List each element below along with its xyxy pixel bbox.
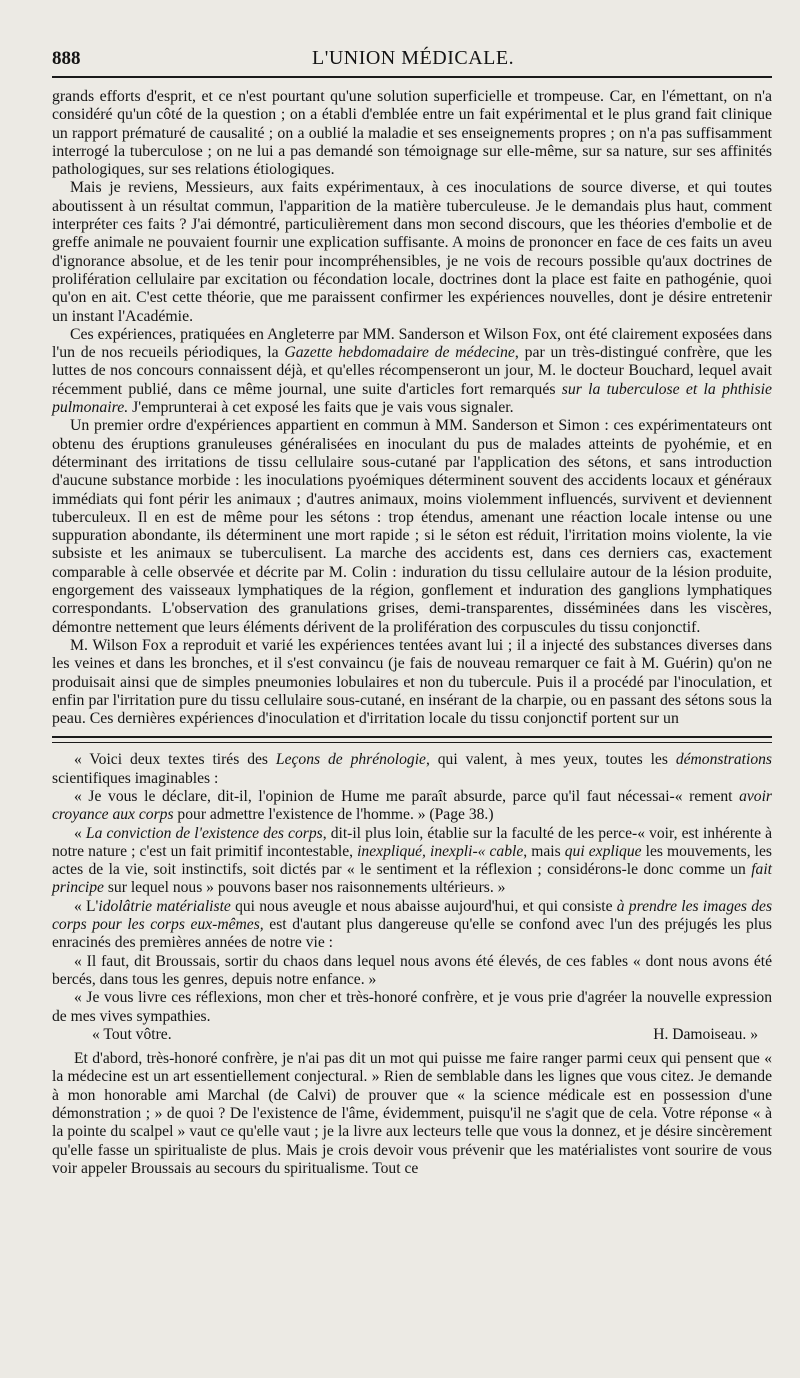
italic-text: idolâtrie matérialiste	[98, 897, 231, 915]
text-run: « Voici deux textes tirés des	[74, 751, 276, 769]
footnote-section	[52, 751, 772, 1178]
paragraph-3	[52, 326, 772, 417]
footnote-divider	[52, 736, 772, 743]
paragraph-1: grands efforts d'esprit, et ce n'est pourtant qu'une solution superficielle et trompeuse. Car, en l'émettant, on n'a considéré qu'un côté de la question ; on a établi d'emblée entre un fait expérimental et le plus grand fait clinique un rapport prématuré de causalité ; on a oublié la maladie et ses enseignements propres ; on n'a pas suffisamment interrogé la tuberculose ; on ne lui a pas demandé son témoignage sur elle-même, sur sa nature, sur ses affinités pathologiques, sur ses relations étiologiques.	[52, 88, 772, 179]
text-run: , par un très-distingué confrère, que les luttes de nos concours connaissent déjà, et qu'elles récompenseront un jour, M. le docteur Bouchard, lequel avait récemment publié, dans ce même journal, une suite d'articles fort remarqués	[52, 344, 772, 398]
paragraph-5: M. Wilson Fox a reproduit et varié les expériences tentées avant lui ; il a injecté des substances diverses dans les veines et dans les bronches, et il s'est convaincu (je fais de nouveau remarquer ce fait à M. Guérin) qu'on ne produisait ainsi que de simples pneumonies lobulaires et non du tubercule. Puis il a procédé par l'inoculation, et enfin par l'irritation pure du tissu cellulaire sous-cutané, en insérant de la charpie, ou en passant des sétons sous la peau. Ces dernières expériences d'inoculation et d'irritation locale du tissu conjonctif portent sur un	[52, 636, 772, 728]
italic-text: La conviction de l'existence des corps	[85, 824, 323, 842]
italic-text: qui explique	[564, 842, 642, 860]
italic-title: Gazette hebdomadaire de médecine	[284, 344, 515, 362]
footnote-paragraph-4	[52, 898, 772, 953]
italic-text: démonstrations	[675, 751, 772, 769]
footnote-paragraph-6: « Je vous livre ces réflexions, mon cher et très-honoré confrère, et je vous prie d'agréer la nouvelle expression de mes vives sympathies.	[52, 989, 772, 1025]
italic-title: sur la tuberculose et la phthisie pulmonaire.	[52, 380, 772, 417]
italic-text: fait principe	[52, 861, 772, 897]
closing-salutation: « Tout vôtre.	[92, 1025, 172, 1043]
text-run: sur lequel nous » pouvons baser nos raisonnements ultérieurs. »	[103, 879, 506, 897]
paragraph-2: Mais je reviens, Messieurs, aux faits expérimentaux, à ces inoculations de source diverse, et qui toutes aboutissent à un résultat commun, l'apparition de la matière tuberculeuse. Je le demandais plus haut, comment interpréter ces faits ? J'ai démontré, particulièrement dans mon second discours, que les théories d'embolie et de greffe animale ne pouvaient fournir une explication suffisante. A moins de prononcer en face de ces faits un aveu d'ignorance absolue, et de les tenir pour incompréhensibles, je ne vois de recours possible qu'aux doctrines de prolifération cellulaire par excitation ou fécondation locale, doctrines dont la place est faite en pathogénie, quoi qu'on en ait. C'est cette théorie, que me paraissent confirmer les expériences nouvelles, dont je désire entretenir un instant l'Académie.	[52, 179, 772, 325]
text-run: qui nous aveugle et nous abaisse aujourd'hui, et qui consiste	[230, 897, 617, 915]
footnote-paragraph-2	[52, 788, 772, 825]
italic-text: inexpliqué, inexpli-« cable	[357, 842, 524, 860]
text-run: « Je vous le déclare, dit-il, l'opinion de Hume me paraît absurde, parce qu'il faut nécessai-« rement	[74, 787, 740, 805]
text-run: «	[74, 824, 86, 842]
text-run: J'emprunterai à cet exposé les faits que je vais vous signaler.	[128, 399, 514, 417]
page-number: 888	[52, 48, 81, 69]
signature: H. Damoiseau. »	[653, 1025, 758, 1043]
running-title: L'UNION MÉDICALE.	[312, 47, 515, 69]
signature-line	[52, 1026, 772, 1044]
text-run: pour admettre l'existence de l'homme. » (Page 38.)	[173, 806, 494, 824]
text-run: « L'	[74, 897, 99, 915]
text-run: , qui valent, à mes yeux, toutes les	[425, 751, 676, 769]
text-run: Ces expériences, pratiquées en Angleterre par MM. Sanderson et Wilson Fox, ont été clairement exposées dans l'un de nos recueils périodiques, la	[52, 325, 772, 362]
italic-text: avoir croyance aux corps	[52, 787, 772, 824]
page-header	[52, 40, 772, 78]
text-run: les mouvements, les actes de la vie, soit instinctifs, soit dictés par « le sentiment et la réflexion ; considérons-le donc comme un	[52, 842, 772, 879]
footnote-paragraph-5: « Il faut, dit Broussais, sortir du chaos dans lequel nous avons été élevés, de ces fables « dont nous avons été bercés, dans tous les genres, depuis notre enfance. »	[52, 952, 772, 988]
footnote-paragraph-1	[52, 751, 772, 788]
reply-paragraph: Et d'abord, très-honoré confrère, je n'ai pas dit un mot qui puisse me faire ranger parmi ceux qui pensent que « la médecine est un art essentiellement conjectural. » Rien de semblable dans les lignes que vous citez. Je demande à mon honorable ami Marchal (de Calvi) de prouver que « la science médicale est en possession d'une démonstration ; » de quoi ? De l'existence de l'âme, évidemment, puisqu'il ne s'agit que de cela. Votre réponse « à la pointe du scalpel » vaut ce qu'elle vaut ; je la livre aux lecteurs telle que vous la donnez, et je désire sincèrement qu'elle fasse un spiritualiste de plus. Mais je crois devoir vous prévenir que les matérialistes vont sourire de vous voir appeler Broussais au secours du spiritualisme. Tout ce	[52, 1050, 772, 1177]
text-run: scientifiques imaginables :	[52, 769, 219, 787]
main-text	[52, 88, 772, 728]
text-run: , dit-il plus loin, établie sur la faculté de les perce-« voir, est inhérente à notre nature ; c'est un fait primitif incontestable,	[52, 824, 772, 860]
italic-text: à prendre les images des corps pour les corps eux-mêmes,	[52, 897, 773, 934]
italic-text: Leçons de phrénologie	[275, 751, 426, 769]
paragraph-4: Un premier ordre d'expériences appartient en commun à MM. Sanderson et Simon : ces expérimentateurs ont obtenu des éruptions granuleuses généralisées en inoculant du pus de malades atteints de pyohémie, et en déterminant des irritations de tissu cellulaire sous-cutané par l'application des sétons, et sans introduction d'aucune substance morbide : les inoculations pyoémiques déterminent souvent des accidents locaux et généraux immédiats qui font périr les animaux ; d'autres animaux, moins violemment influencés, survivent et deviennent tuberculeux. Il en est de même pour les sétons : trop étendus, amenant une réaction locale intense ou une suppuration abondante, ils déterminent une mort rapide ; si le séton est réduit, l'irritation moins violente, la vie subsiste et les animaux se tuberculisent. La marche des accidents est, dans ces derniers cas, exactement comparable à celle observée et décrite par M. Colin : induration du tissu cellulaire autour de la lésion produite, engorgement des vaisseaux lymphatiques de la région, gonflement et induration des ganglions lymphatiques correspondants. L'observation des granulations grises, demi-transparentes, disséminées dans les viscères, démontre nettement que leurs éléments dérivent de la prolifération des corpuscules du tissu conjonctif.	[52, 417, 772, 636]
footnote-paragraph-3	[52, 825, 772, 898]
text-run: est d'autant plus dangereuse qu'elle se confond avec l'un des préjugés les plus enracinés des premières années de notre vie :	[52, 916, 772, 952]
text-run: , mais	[523, 842, 565, 860]
